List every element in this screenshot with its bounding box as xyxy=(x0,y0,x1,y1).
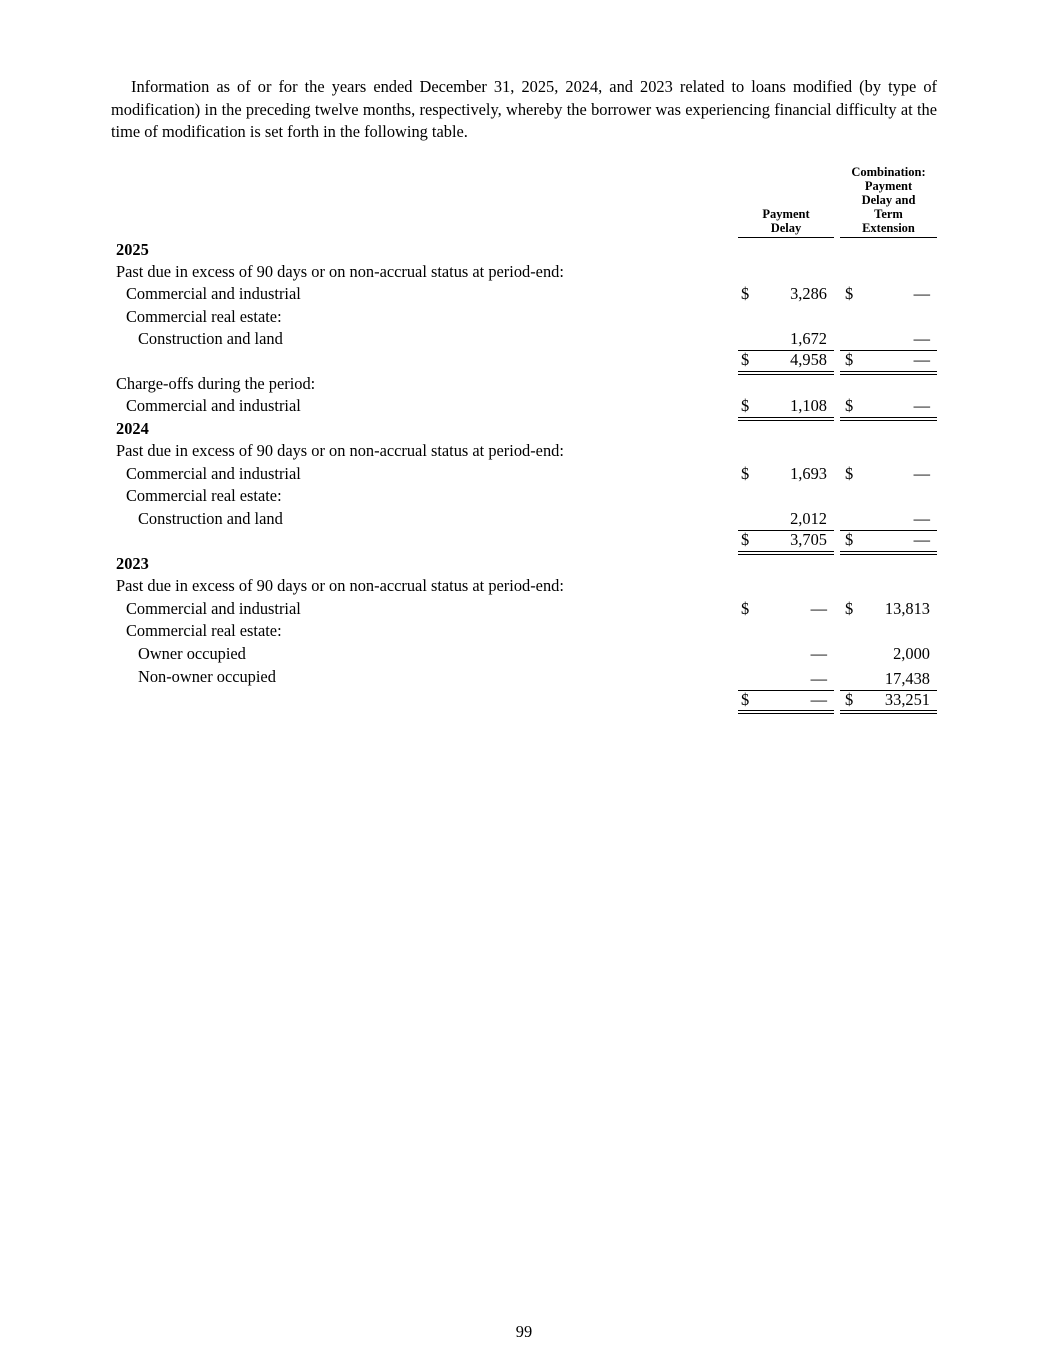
combination-value: — xyxy=(913,464,930,483)
total-double-rule xyxy=(840,710,937,714)
header-underline xyxy=(738,237,834,238)
row-label: Owner occupied xyxy=(138,644,246,663)
header-line: Payment xyxy=(762,207,810,221)
currency-symbol: $ xyxy=(741,690,750,709)
payment-delay-total: 3,705 xyxy=(790,530,827,549)
currency-symbol: $ xyxy=(845,284,854,303)
table-row xyxy=(0,509,1048,532)
year-heading: 2023 xyxy=(116,554,149,573)
table-row xyxy=(0,350,1048,373)
header-line: Combination: xyxy=(851,165,926,179)
combination-value: — xyxy=(913,396,930,415)
combination-value: — xyxy=(913,329,930,348)
row-label: Construction and land xyxy=(138,509,283,528)
currency-symbol: $ xyxy=(741,350,750,369)
table-row xyxy=(0,284,1048,307)
table-row xyxy=(0,396,1048,419)
row-label: Commercial real estate: xyxy=(126,621,282,640)
year-heading: 2024 xyxy=(116,419,149,438)
table-row xyxy=(0,262,1048,285)
row-label: Past due in excess of 90 days or on non-accrual status at period-end: xyxy=(116,441,564,460)
table-row xyxy=(0,240,1048,263)
payment-delay-total: 4,958 xyxy=(790,350,827,369)
currency-symbol: $ xyxy=(845,464,854,483)
currency-symbol: $ xyxy=(741,530,750,549)
combination-total: — xyxy=(913,530,930,549)
currency-symbol: $ xyxy=(845,690,854,709)
row-label: Commercial and industrial xyxy=(126,396,301,415)
payment-delay-value: 1,108 xyxy=(790,396,827,415)
combination-value: — xyxy=(913,509,930,528)
table-row xyxy=(0,667,1048,690)
header-line: Delay xyxy=(770,221,802,235)
currency-symbol: $ xyxy=(741,599,750,618)
payment-delay-value: — xyxy=(810,599,827,618)
payment-delay-value: — xyxy=(810,669,827,688)
row-label: Construction and land xyxy=(138,329,283,348)
payment-delay-value: 3,286 xyxy=(790,284,827,303)
table-row xyxy=(0,486,1048,509)
payment-delay-value: — xyxy=(810,644,827,663)
table-row xyxy=(0,530,1048,553)
table-row xyxy=(0,599,1048,622)
row-label: Charge-offs during the period: xyxy=(116,374,316,393)
table-row xyxy=(0,644,1048,667)
header-line: Payment xyxy=(864,179,913,193)
column-header-payment-delay xyxy=(738,207,834,235)
table-row xyxy=(0,576,1048,599)
header-line: Delay and xyxy=(861,193,916,207)
row-label: Commercial and industrial xyxy=(126,464,301,483)
row-label: Commercial and industrial xyxy=(126,599,301,618)
table-row xyxy=(0,464,1048,487)
table-row xyxy=(0,554,1048,577)
header-underline xyxy=(840,237,937,238)
table-row xyxy=(0,621,1048,644)
currency-symbol: $ xyxy=(741,284,750,303)
row-label: Commercial real estate: xyxy=(126,486,282,505)
currency-symbol: $ xyxy=(845,396,854,415)
payment-delay-total: — xyxy=(810,690,827,709)
row-label: Commercial and industrial xyxy=(126,284,301,303)
payment-delay-value: 1,672 xyxy=(790,329,827,348)
combination-value: 13,813 xyxy=(884,599,930,618)
table-row xyxy=(0,441,1048,464)
table-row xyxy=(0,374,1048,397)
header-line: Extension xyxy=(862,221,915,235)
table-row xyxy=(0,329,1048,352)
column-header-combination xyxy=(840,165,937,235)
total-double-rule xyxy=(738,710,834,714)
combination-total: 33,251 xyxy=(884,690,930,709)
payment-delay-value: 1,693 xyxy=(790,464,827,483)
table-row xyxy=(0,419,1048,442)
currency-symbol: $ xyxy=(845,350,854,369)
currency-symbol: $ xyxy=(845,530,854,549)
payment-delay-value: 2,012 xyxy=(790,509,827,528)
row-label: Past due in excess of 90 days or on non-accrual status at period-end: xyxy=(116,262,564,281)
header-line: Term xyxy=(874,207,903,221)
row-label: Past due in excess of 90 days or on non-accrual status at period-end: xyxy=(116,576,564,595)
currency-symbol: $ xyxy=(845,599,854,618)
combination-value: 2,000 xyxy=(893,644,930,663)
row-label: Non-owner occupied xyxy=(138,667,276,686)
row-label: Commercial real estate: xyxy=(126,307,282,326)
combination-value: 17,438 xyxy=(884,669,930,688)
combination-total: — xyxy=(913,350,930,369)
page-number: 99 xyxy=(515,1322,533,1341)
combination-value: — xyxy=(913,284,930,303)
intro-paragraph: Information as of or for the years ended December 31, 2025, 2024, and 2023 related to loans modified (by type of modification) in the preceding twelve months, respectively, whereby the borrower was experiencing financial difficulty at the time of modification is set forth in the following table. xyxy=(111,77,937,141)
currency-symbol: $ xyxy=(741,396,750,415)
currency-symbol: $ xyxy=(741,464,750,483)
table-row xyxy=(0,307,1048,330)
year-heading: 2025 xyxy=(116,240,149,259)
